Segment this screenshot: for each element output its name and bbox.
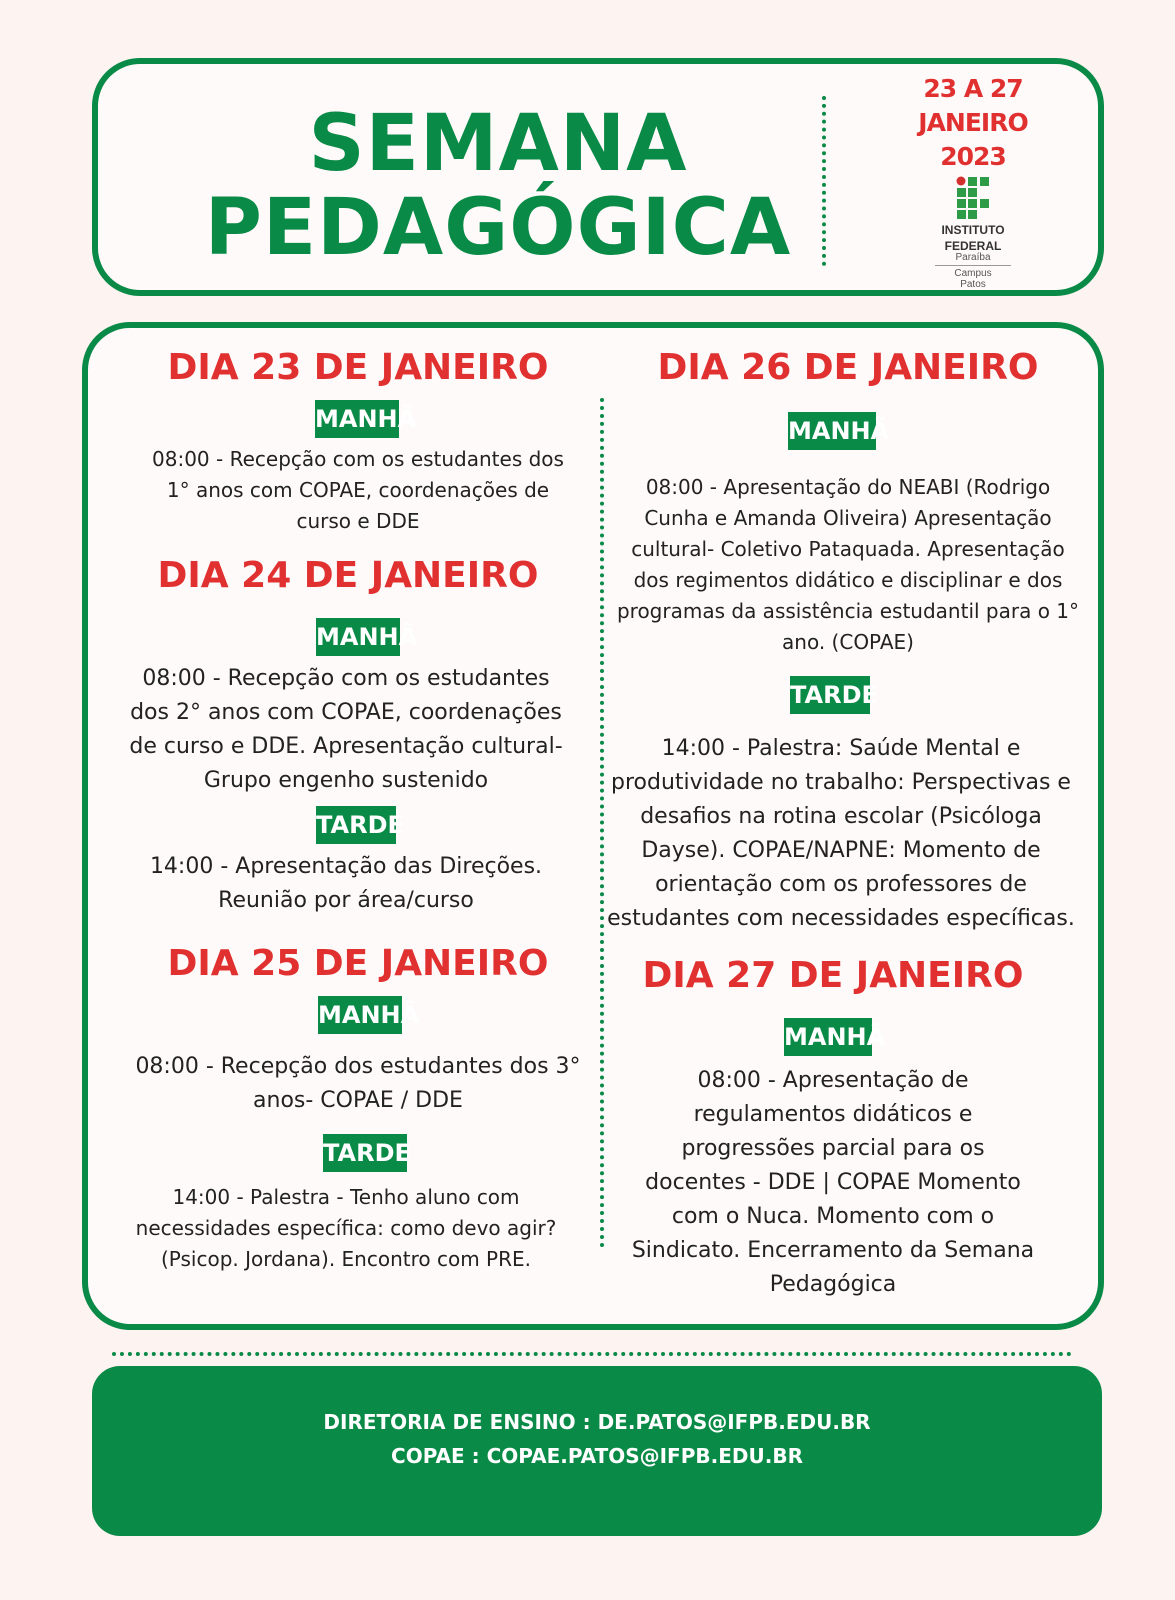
logo-city: Patos (960, 279, 986, 290)
event-text: 08:00 - Recepção dos estudantes dos 3° anos- COPAE / DDE (135, 1054, 581, 1113)
header-divider (822, 96, 826, 266)
logo-name-2: FEDERAL (944, 239, 1002, 253)
day-heading-26: DIA 26 DE JANEIRO (657, 347, 1039, 388)
event-text: 14:00 - Palestra: Saúde Mental e produtividade no trabalho: Perspectivas e desafios na rotina escolar (Psicóloga Dayse). COPAE/NAPNE: Momento de orientação com os professores de estudantes com necessidades específicas. (607, 736, 1075, 931)
event-text: 08:00 - Recepção com os estudantes dos 2° anos com COPAE, coordenações de curso e DDE. Apresentação cultural- Grupo engenho sustenido (129, 666, 563, 793)
session-badge-manha: MANHÃ (316, 618, 400, 656)
event-text: 08:00 - Apresentação do NEABI (Rodrigo Cunha e Amanda Oliveira) Apresentação cultural- Coletivo Pataquada. Apresentação dos regimentos didático e disciplinar e dos programas da assistência estudantil para o 1° ano. (COPAE) (616, 475, 1080, 654)
event-text: 08:00 - Apresentação de regulamentos didáticos e progressões parcial para os docentes - DDE | COPAE Momento com o Nuca. Momento com o Sindicato. Encerramento da Semana Pedagógica (631, 1068, 1035, 1297)
if-logo-icon (956, 176, 990, 220)
title-line-1: SEMANA (308, 99, 688, 189)
event-text: 14:00 - Palestra - Tenho aluno com necessidades específica: como devo agir? (Psicop. Jordana). Encontro com PRE. (135, 1185, 557, 1271)
session-badge-tarde: TARDE (323, 1134, 407, 1172)
event-text: 14:00 - Apresentação das Direções. Reunião por área/curso (149, 854, 543, 913)
session-badge-manha: MANHÃ (788, 412, 876, 450)
session-badge-tarde: TARDE (316, 806, 396, 844)
contact-copae: COPAE : COPAE.PATOS@IFPB.EDU.BR (391, 1444, 803, 1468)
event-dates (898, 72, 1048, 174)
contact-diretoria: DIRETORIA DE ENSINO : DE.PATOS@IFPB.EDU.BR (323, 1410, 871, 1434)
date-month: JANEIRO (918, 108, 1028, 137)
date-year: 2023 (940, 142, 1006, 171)
page-title (198, 99, 798, 273)
logo-divider (935, 265, 1011, 266)
contact-footer (92, 1366, 1102, 1536)
logo-campus: Campus (954, 268, 992, 279)
footer-divider (112, 1352, 1072, 1356)
header-card (92, 58, 1104, 296)
logo-name: INSTITUTO (941, 223, 1005, 237)
session-badge-manha: MANHÃ (315, 400, 399, 438)
event-text: 08:00 - Recepção com os estudantes dos 1° anos com COPAE, coordenações de curso e DDE (152, 447, 564, 533)
day-heading-24: DIA 24 DE JANEIRO (157, 555, 539, 596)
day-heading-23: DIA 23 DE JANEIRO (167, 347, 549, 388)
day-heading-25: DIA 25 DE JANEIRO (167, 943, 549, 984)
ifpb-logo (918, 176, 1028, 290)
date-range: 23 A 27 (923, 74, 1023, 103)
schedule-card (82, 322, 1104, 1330)
session-badge-manha: MANHÃ (784, 1018, 872, 1056)
title-line-2: PEDAGÓGICA (204, 183, 792, 273)
day-heading-27: DIA 27 DE JANEIRO (642, 955, 1024, 996)
logo-state: Paraíba (955, 252, 991, 263)
session-badge-manha: MANHÃ (318, 996, 402, 1034)
session-badge-tarde: TARDE (790, 676, 870, 714)
